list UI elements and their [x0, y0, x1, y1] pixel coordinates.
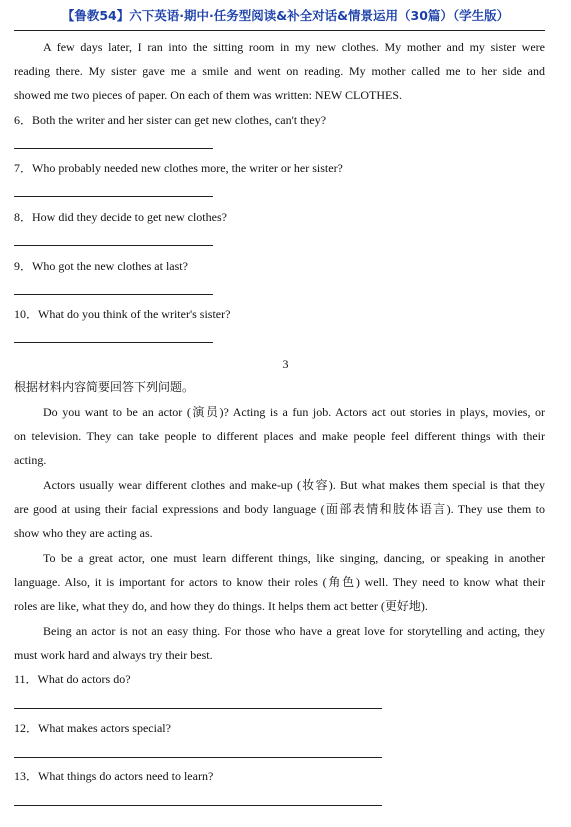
passage2-line: roles are like, what they do, and how they do things. It helps them act better (更好地).	[14, 599, 428, 613]
question-10: 10．What do you think of the writer's sister?	[14, 307, 231, 321]
question-13: 13．What things do actors need to learn?	[14, 769, 214, 783]
passage2-line: show who they are acting as.	[14, 526, 153, 540]
passage2-line: language. Also, it is important for actors to know their roles (角色) well. They need to know what their	[14, 575, 545, 589]
passage2-line: acting.	[14, 453, 47, 467]
answer-line-6[interactable]	[14, 148, 213, 149]
passage2-line: Being an actor is not an easy thing. For those who have a great love for storytelling and acting, they	[43, 624, 545, 638]
question-12: 12．What makes actors special?	[14, 721, 171, 735]
question-8: 8．How did they decide to get new clothes?	[14, 210, 227, 224]
question-9: 9．Who got the new clothes at last?	[14, 259, 188, 273]
passage2-line: on television. They can take people to different places and make people feel different things with their	[14, 429, 545, 443]
passage1-line: showed me two pieces of paper. On each of them was written: NEW CLOTHES.	[14, 88, 403, 102]
answer-line-12[interactable]	[14, 757, 382, 758]
answer-line-8[interactable]	[14, 245, 213, 246]
section-number: 3	[282, 357, 289, 371]
passage2-line: To be a great actor, one must learn different things, like singing, dancing, or speaking in another	[43, 551, 545, 565]
page-header: 【鲁教54】六下英语·期中·任务型阅读&补全对话&情景运用（30篇）（学生版）	[61, 8, 510, 23]
answer-line-7[interactable]	[14, 196, 213, 197]
answer-line-11[interactable]	[14, 708, 382, 709]
header-rule	[14, 30, 545, 31]
answer-line-13[interactable]	[14, 805, 382, 806]
passage2-line: must work hard and always try their best.	[14, 648, 213, 662]
section-instruction: 根据材料内容简要回答下列问题。	[14, 380, 195, 394]
answer-line-10[interactable]	[14, 342, 213, 343]
answer-line-9[interactable]	[14, 294, 213, 295]
question-11: 11．What do actors do?	[14, 672, 131, 686]
passage1-line: reading there. My sister gave me a smile and went on reading. My mother called me to her side and	[14, 64, 545, 78]
passage2-line: Do you want to be an actor (演员)? Acting is a fun job. Actors act out stories in plays, movies, or	[43, 405, 545, 419]
question-6: 6．Both the writer and her sister can get new clothes, can't they?	[14, 113, 327, 127]
passage1-line: A few days later, I ran into the sitting room in my new clothes. My mother and my sister were	[43, 40, 545, 54]
passage2-line: are good at using their facial expressions and body language (面部表情和肢体语言). They use them to	[14, 502, 545, 516]
passage2-line: Actors usually wear different clothes and make-up (妆容). But what makes them special is that they	[43, 478, 545, 492]
question-7: 7．Who probably needed new clothes more, the writer or her sister?	[14, 161, 343, 175]
